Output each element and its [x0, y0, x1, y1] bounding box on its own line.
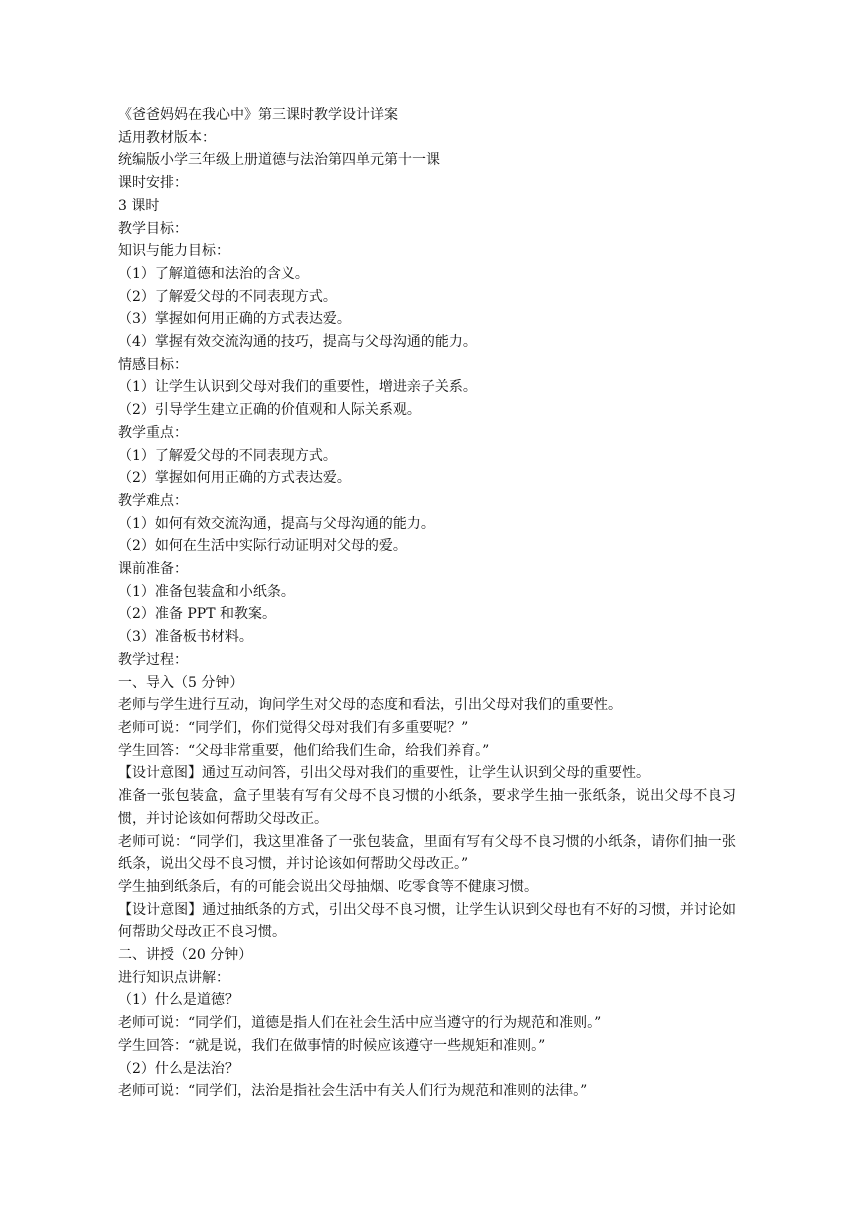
knowledge-goal-item: （3）掌握如何用正确的方式表达爱。 — [118, 311, 351, 328]
schedule-label: 课时安排： — [118, 175, 188, 192]
student-answer: 学生回答：“就是说，我们在做事情的时候应该遵守一些规矩和准则。” — [118, 1037, 546, 1054]
schedule-value: 3 课时 — [118, 197, 160, 214]
prep-item: （1）准备包装盒和小纸条。 — [118, 583, 295, 600]
key-point-item: （1）了解爱父母的不同表现方式。 — [118, 447, 337, 464]
emotion-goal-item: （1）让学生认识到父母对我们的重要性，增进亲子关系。 — [118, 379, 477, 396]
question-item: （2）什么是法治？ — [118, 1060, 239, 1077]
teacher-quote: 老师可说：“同学们，我这里准备了一张包装盒，里面有写有父母不良习惯的小纸条，请你们抽一张纸条，说出父母不良习惯，并讨论该如何帮助父母改正。” — [118, 833, 736, 873]
paragraph: 学生抽到纸条后，有的可能会说出父母抽烟、吃零食等不健康习惯。 — [118, 878, 538, 895]
knowledge-goal-item: （4）掌握有效交流沟通的技巧，提高与父母沟通的能力。 — [118, 334, 477, 351]
difficulty-item: （2）如何在生活中实际行动证明对父母的爱。 — [118, 538, 407, 555]
knowledge-goal-item: （1）了解道德和法治的含义。 — [118, 265, 309, 282]
paragraph: 进行知识点讲解： — [118, 969, 230, 986]
prep-item: （2）准备 PPT 和教案。 — [118, 606, 276, 623]
knowledge-goal-label: 知识与能力目标： — [118, 243, 230, 260]
teacher-quote: 老师可说：“同学们，法治是指社会生活中有关人们行为规范和准则的法律。” — [118, 1083, 588, 1100]
teacher-quote: 老师可说：“同学们，道德是指人们在社会生活中应当遵守的行为规范和准则。” — [118, 1015, 602, 1032]
paragraph: 老师与学生进行互动，询问学生对父母的态度和看法，引出父母对我们的重要性。 — [118, 697, 622, 714]
document-page — [118, 104, 736, 1103]
paragraph: 准备一张包装盒，盒子里装有写有父母不良习惯的小纸条，要求学生抽一张纸条，说出父母不良习惯，并讨论该如何帮助父母改正。 — [118, 788, 736, 827]
key-points-label: 教学重点： — [118, 424, 188, 441]
edition-label: 适用教材版本： — [118, 129, 216, 146]
difficulties-label: 教学难点： — [118, 492, 188, 509]
question-item: （1）什么是道德？ — [118, 992, 239, 1009]
design-intent: 【设计意图】通过抽纸条的方式，引出父母不良习惯，让学生认识到父母也有不好的习惯，并讨论如何帮助父母改正不良习惯。 — [118, 901, 736, 941]
objectives-label: 教学目标： — [118, 220, 188, 237]
document-title: 《爸爸妈妈在我心中》第三课时教学设计详案 — [118, 107, 398, 123]
difficulty-item: （1）如何有效交流沟通，提高与父母沟通的能力。 — [118, 515, 435, 532]
design-intent: 【设计意图】通过互动问答，引出父母对我们的重要性，让学生认识到父母的重要性。 — [118, 765, 650, 782]
student-answer: 学生回答：“父母非常重要，他们给我们生命，给我们养育。” — [118, 742, 490, 759]
edition-value: 统编版小学三年级上册道德与法治第四单元第十一课 — [118, 152, 440, 169]
knowledge-goal-item: （2）了解爱父母的不同表现方式。 — [118, 288, 337, 305]
teacher-quote: 老师可说：“同学们，你们觉得父母对我们有多重要呢？” — [118, 719, 469, 736]
process-label: 教学过程： — [118, 651, 188, 668]
emotion-goal-item: （2）引导学生建立正确的价值观和人际关系观。 — [118, 402, 421, 419]
emotion-goal-label: 情感目标： — [118, 356, 188, 373]
prep-item: （3）准备板书材料。 — [118, 629, 253, 646]
prep-label: 课前准备： — [118, 561, 188, 578]
key-point-item: （2）掌握如何用正确的方式表达爱。 — [118, 470, 351, 487]
section-heading: 一、导入（5 分钟） — [118, 674, 244, 691]
section-heading: 二、讲授（20 分钟） — [118, 947, 253, 964]
